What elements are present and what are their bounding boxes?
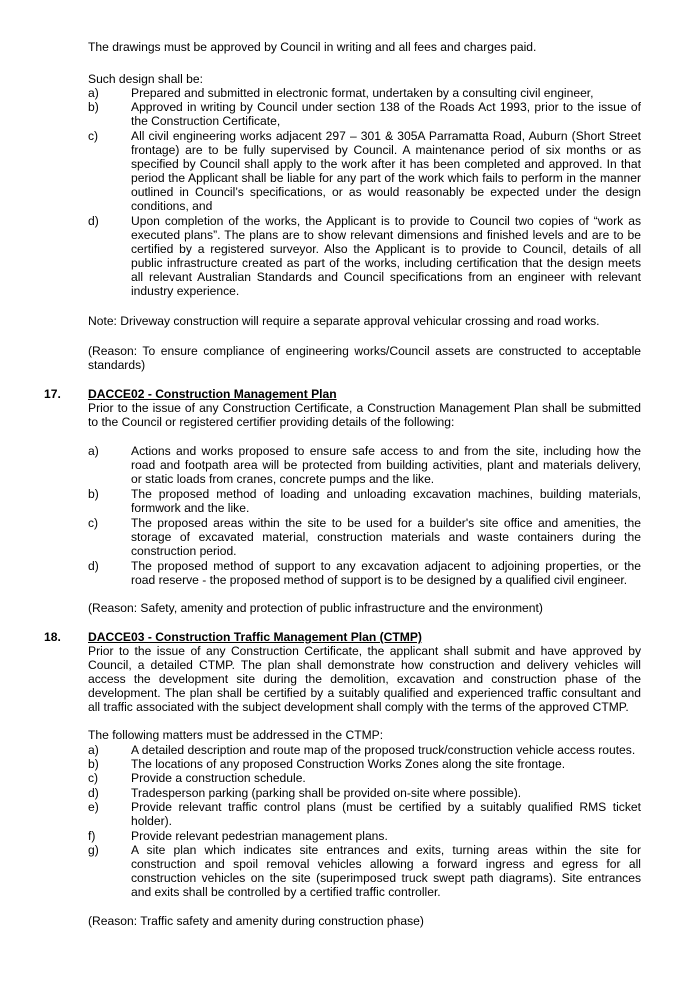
- list-item-line: certified by a registered surveyor. Also the Applicant is to provide to Council, details of all: [131, 242, 641, 256]
- list-item-line: outlined in Council’s specifications, or as would reasonably be expected under the design: [131, 185, 641, 199]
- list-item-line: Tradesperson parking (parking shall be provided on-site where possible).: [131, 786, 522, 800]
- list-item-line: storage of excavated material, construction materials and waste containers during the: [131, 530, 641, 544]
- reason-text: (Reason: Traffic safety and amenity during construction phase): [88, 914, 424, 928]
- condition-intro-line: access the development site during the demolition, excavation and construction phase of the: [88, 672, 641, 686]
- list-item-line: formwork and the like.: [131, 501, 250, 515]
- list-letter: e): [88, 800, 99, 814]
- list-letter: b): [88, 757, 99, 771]
- list-item-line: or static loads from cranes, concrete pumps and the like.: [131, 472, 435, 486]
- list-letter: d): [88, 214, 99, 228]
- list-item-line: A detailed description and route map of the proposed truck/construction vehicle access routes.: [131, 743, 636, 757]
- condition-intro-line: Prior to the issue of any Construction Certificate, a Construction Management Plan shall be submitted: [88, 401, 641, 415]
- list-letter: a): [88, 444, 99, 458]
- list-item-line: A site plan which indicates site entrances and exits, turning areas within the site for: [131, 843, 641, 857]
- list-item-line: period the Applicant shall be liable for any part of the work which fails to perform in the manner: [131, 171, 641, 185]
- list-letter: d): [88, 786, 99, 800]
- list-item-line: the Construction Certificate,: [131, 114, 281, 128]
- list-letter: d): [88, 559, 99, 573]
- condition-intro-line: development. The plan shall be certified by a suitably qualified and experienced traffic consultant and: [88, 686, 641, 700]
- list-item-line: and exits shall be controlled by a certified traffic controller.: [131, 885, 441, 899]
- reason-line: standards): [88, 358, 146, 372]
- list-item-line: The proposed method of loading and unloading excavation machines, building materials,: [131, 487, 641, 501]
- list-letter: a): [88, 86, 99, 100]
- list-letter: b): [88, 487, 99, 501]
- list-letter: g): [88, 843, 99, 857]
- list-item-line: all relevant Australian Standards and Council specifications from an engineer with relevant: [131, 270, 641, 284]
- condition-intro-line: all traffic associated with the subject development shall comply with the terms of the approved CTMP.: [88, 700, 629, 714]
- list-item-line: road and footpath area will be protected from building activities, plant and materials delivery,: [131, 458, 641, 472]
- list-item-line: Prepared and submitted in electronic format, undertaken by a consulting civil engineer,: [131, 86, 594, 100]
- list-item-line: Actions and works proposed to ensure safe access to and from the site, including how the: [131, 444, 641, 458]
- list-item-line: specified by Council shall apply to the work after it has been completed and approved. In that: [131, 157, 641, 171]
- note-text: Note: Driveway construction will require a separate approval vehicular crossing and road works.: [88, 314, 600, 328]
- approval-text: The drawings must be approved by Council in writing and all fees and charges paid.: [88, 40, 537, 54]
- condition-intro-line: to the Council or registered certifier providing details of the following:: [88, 415, 455, 429]
- list-item-line: Provide a construction schedule.: [131, 771, 306, 785]
- list-item-line: The proposed areas within the site to be used for a builder's site office and amenities, the: [131, 516, 641, 530]
- list-item-line: The proposed method of support to any excavation adjacent to adjoining properties, or the: [131, 559, 641, 573]
- list-item-line: Provide relevant traffic control plans (must be certified by a suitably qualified RMS ticket: [131, 800, 641, 814]
- list-item-line: Provide relevant pedestrian management plans.: [131, 829, 388, 843]
- list-letter: b): [88, 100, 99, 114]
- list-item-line: Approved in writing by Council under section 138 of the Roads Act 1993, prior to the issue of: [131, 100, 641, 114]
- list-letter: f): [88, 829, 96, 843]
- list-item-line: holder).: [131, 814, 173, 828]
- list-letter: a): [88, 743, 99, 757]
- list-item-line: Upon completion of the works, the Applicant is to provide to Council two copies of “work as: [131, 214, 641, 228]
- condition-intro-line: Prior to the issue of any Construction Certificate, the applicant shall submit and have approved by: [88, 644, 641, 658]
- list-item-line: All civil engineering works adjacent 297 – 301 & 305A Parramatta Road, Auburn (Short Street: [131, 129, 641, 143]
- design-lead-text: Such design shall be:: [88, 72, 203, 86]
- list-item-line: public infrastructure created as part of the works, including certification that the design meets: [131, 256, 641, 270]
- condition-heading: DACCE03 - Construction Traffic Management Plan (CTMP): [88, 630, 422, 644]
- list-item-line: The locations of any proposed Construction Works Zones along the site frontage.: [131, 757, 566, 771]
- condition-number: 17.: [44, 387, 61, 401]
- list-letter: c): [88, 516, 99, 530]
- reason-line: (Reason: To ensure compliance of engineering works/Council assets are constructed to acceptable: [88, 344, 641, 358]
- list-item-line: construction vehicles on the site (superimposed truck swept path diagrams). Site entrances: [131, 871, 641, 885]
- list-item-line: executed plans”. The plans are to show relevant dimensions and finished levels and are to be: [131, 228, 641, 242]
- list-item-line: frontage) are to be fully supervised by Council. A maintenance period of six months or as: [131, 143, 641, 157]
- list-item-line: construction period.: [131, 544, 237, 558]
- list-item-line: conditions, and: [131, 199, 213, 213]
- list-item-line: industry experience.: [131, 284, 240, 298]
- condition-number: 18.: [44, 630, 61, 644]
- reason-text: (Reason: Safety, amenity and protection of public infrastructure and the environment): [88, 601, 543, 615]
- list-letter: c): [88, 771, 99, 785]
- list-item-line: road reserve - the proposed method of support is to be designed by a qualified civil engineer.: [131, 573, 628, 587]
- list-letter: c): [88, 129, 99, 143]
- list-item-line: construction and spoil removal vehicles allowing a forward ingress and egress for all: [131, 857, 641, 871]
- matters-lead-text: The following matters must be addressed in the CTMP:: [88, 728, 384, 742]
- condition-intro-line: Council, a detailed CTMP. The plan shall demonstrate how construction and delivery vehicles will: [88, 658, 641, 672]
- condition-heading: DACCE02 - Construction Management Plan: [88, 387, 337, 401]
